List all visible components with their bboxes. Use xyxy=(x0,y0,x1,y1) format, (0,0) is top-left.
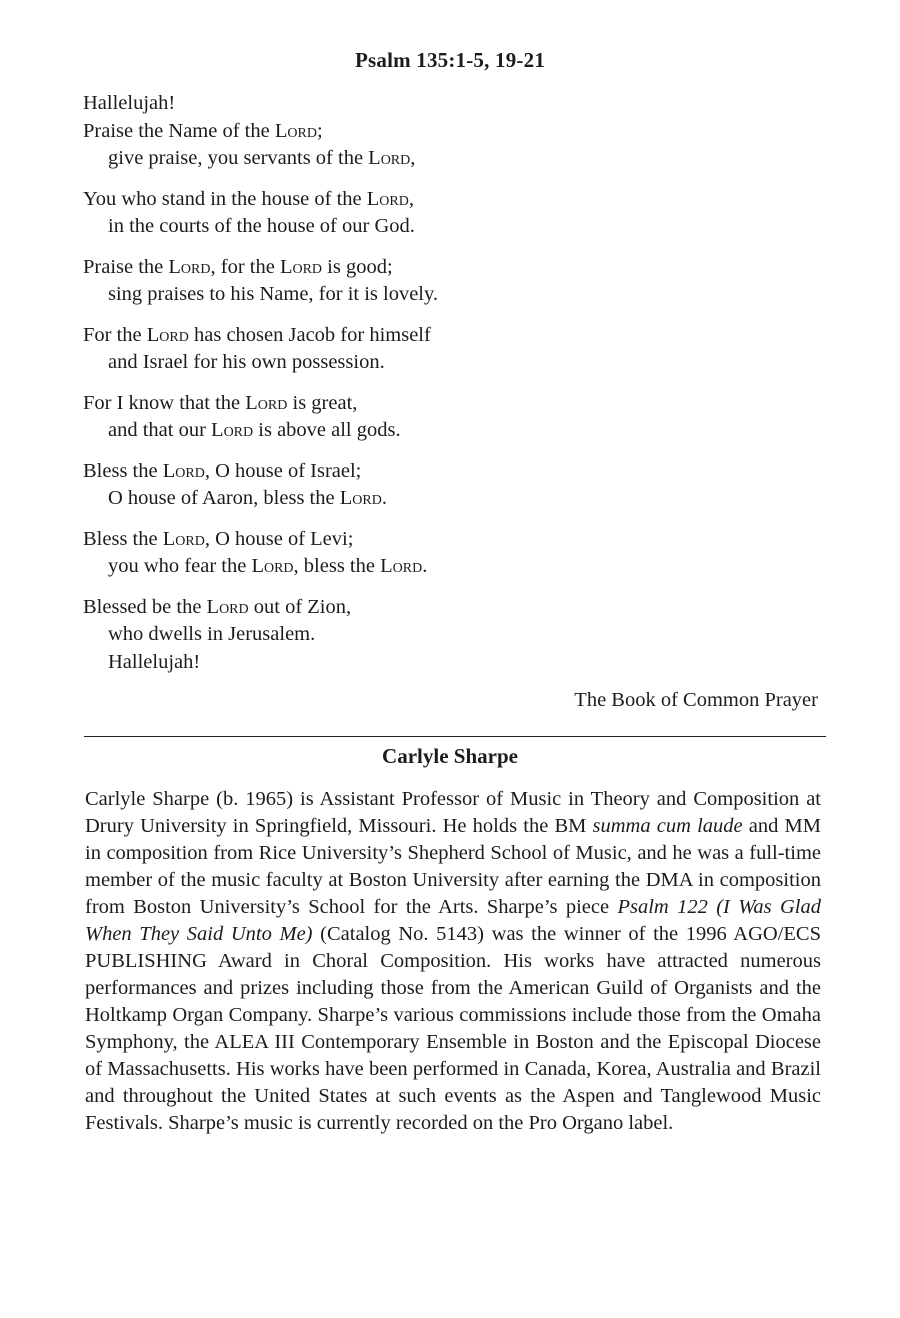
psalm-line: For the Lord has chosen Jacob for himself xyxy=(83,323,431,346)
psalm-line: in the courts of the house of our God. xyxy=(108,215,415,237)
psalm-attribution: The Book of Common Prayer xyxy=(574,689,818,711)
psalm-stanza xyxy=(83,322,803,377)
bio-italic-text: Psalm 122 (I Was Glad When They Said Unto Me) xyxy=(85,896,821,945)
psalm-stanza xyxy=(83,186,803,241)
psalm-line: Hallelujah! xyxy=(108,650,201,673)
psalm-line: who dwells in Jerusalem. xyxy=(108,623,316,645)
section-divider xyxy=(84,736,826,737)
psalm-line: O house of Aaron, bless the Lord. xyxy=(108,487,387,509)
psalm-stanza xyxy=(83,526,803,581)
psalm-line: Hallelujah! xyxy=(83,92,176,114)
psalm-line: sing praises to his Name, for it is lovely. xyxy=(108,283,439,305)
psalm-stanza xyxy=(83,90,803,173)
psalm-stanza xyxy=(83,458,803,513)
bio-title: Carlyle Sharpe xyxy=(382,744,518,768)
psalm-stanza xyxy=(83,254,803,309)
psalm-line: and Israel for his own possession. xyxy=(108,351,385,373)
psalm-line: and that our Lord is above all gods. xyxy=(108,419,401,441)
psalm-line: Bless the Lord, O house of Israel; xyxy=(83,459,362,482)
psalm-text xyxy=(83,90,803,689)
psalm-stanza xyxy=(83,390,803,445)
bio-text: Carlyle Sharpe (b. 1965) is Assistant Professor of Music in Theory and Composition at Drury University in Springfield, Missouri. He holds the BM xyxy=(85,788,821,837)
bio-italic-text: summa cum laude xyxy=(592,815,743,837)
psalm-line: you who fear the Lord, bless the Lord. xyxy=(108,555,428,577)
psalm-line: Praise the Lord, for the Lord is good; xyxy=(83,255,393,278)
psalm-line: Bless the Lord, O house of Levi; xyxy=(83,527,354,550)
bio-paragraph xyxy=(85,786,821,1137)
psalm-line: Blessed be the Lord out of Zion, xyxy=(83,595,352,618)
psalm-line: You who stand in the house of the Lord, xyxy=(83,187,414,210)
psalm-title: Psalm 135:1-5, 19-21 xyxy=(354,48,546,72)
psalm-line: give praise, you servants of the Lord, xyxy=(108,147,416,169)
psalm-line: Praise the Name of the Lord; xyxy=(83,119,323,142)
bio-text: (Catalog No. 5143) was the winner of the 1996 AGO/ECS PUBLISHING Award in Choral Composition. His works have attracted numerous performances and prizes including those from the American Guild of Organists and the Holtkamp Organ Company. Sharpe’s various commissions include those from the Omaha Symphony, the ALEA III Contemporary Ensemble in Boston and the Episcopal Diocese of Massachusetts. His works have been performed in Canada, Korea, Australia and Brazil and throughout the United States at such events as the Aspen and Tanglewood Music Festivals. Sharpe’s music is currently recorded on the Pro Organo label. xyxy=(85,923,821,1134)
psalm-stanza xyxy=(83,594,803,677)
psalm-line: For I know that the Lord is great, xyxy=(83,391,358,414)
bio-text: and MM in composition from Rice University’s Shepherd School of Music, and he was a full-time member of the music faculty at Boston University after earning the DMA in composition from Boston University’s School for the Arts. Sharpe’s piece xyxy=(85,815,821,918)
